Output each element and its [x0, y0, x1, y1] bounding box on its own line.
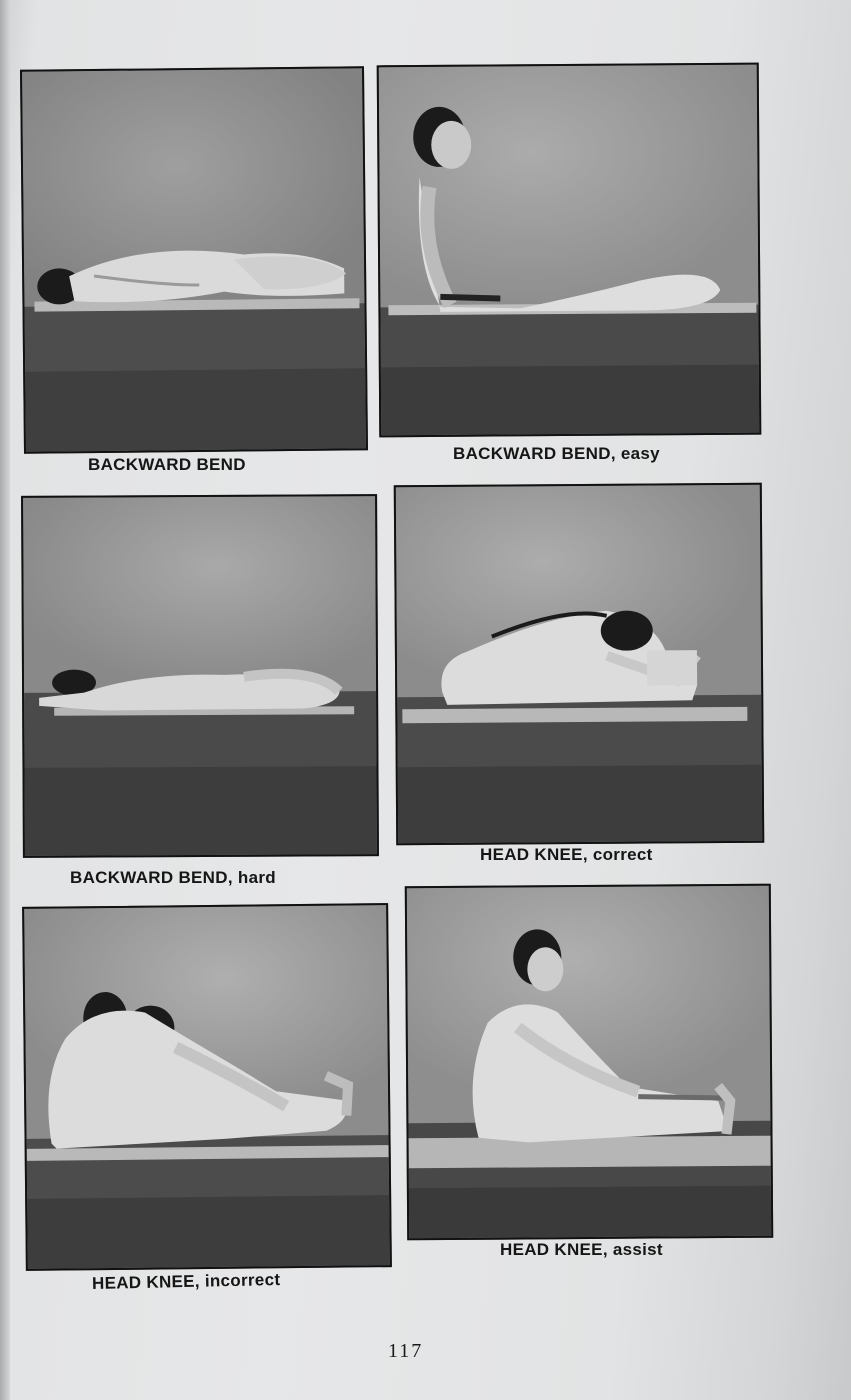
- book-spine-shadow: [0, 0, 10, 1400]
- page-number: 117: [388, 1340, 424, 1362]
- backward-bend-easy-illustration: [379, 65, 760, 436]
- caption-backward-bend-easy: BACKWARD BEND, easy: [453, 444, 660, 463]
- caption-head-knee-incorrect: HEAD KNEE, incorrect: [91, 1270, 281, 1293]
- photo-head-knee-correct: [394, 483, 765, 846]
- caption-backward-bend: BACKWARD BEND: [88, 455, 246, 474]
- head-knee-assist-illustration: [407, 886, 771, 1239]
- head-knee-correct-illustration: [396, 485, 762, 844]
- photo-head-knee-incorrect: [22, 903, 392, 1271]
- photo-backward-bend: [20, 66, 368, 454]
- caption-head-knee-correct: HEAD KNEE, correct: [480, 845, 653, 864]
- photo-backward-bend-hard: [21, 494, 379, 858]
- backward-bend-illustration: [22, 68, 366, 452]
- caption-head-knee-assist: HEAD KNEE, assist: [500, 1240, 663, 1259]
- backward-bend-hard-illustration: [23, 496, 377, 856]
- photo-head-knee-assist: [405, 884, 773, 1241]
- caption-backward-bend-hard: BACKWARD BEND, hard: [70, 868, 276, 887]
- photo-backward-bend-easy: [377, 63, 762, 438]
- head-knee-incorrect-illustration: [24, 905, 390, 1269]
